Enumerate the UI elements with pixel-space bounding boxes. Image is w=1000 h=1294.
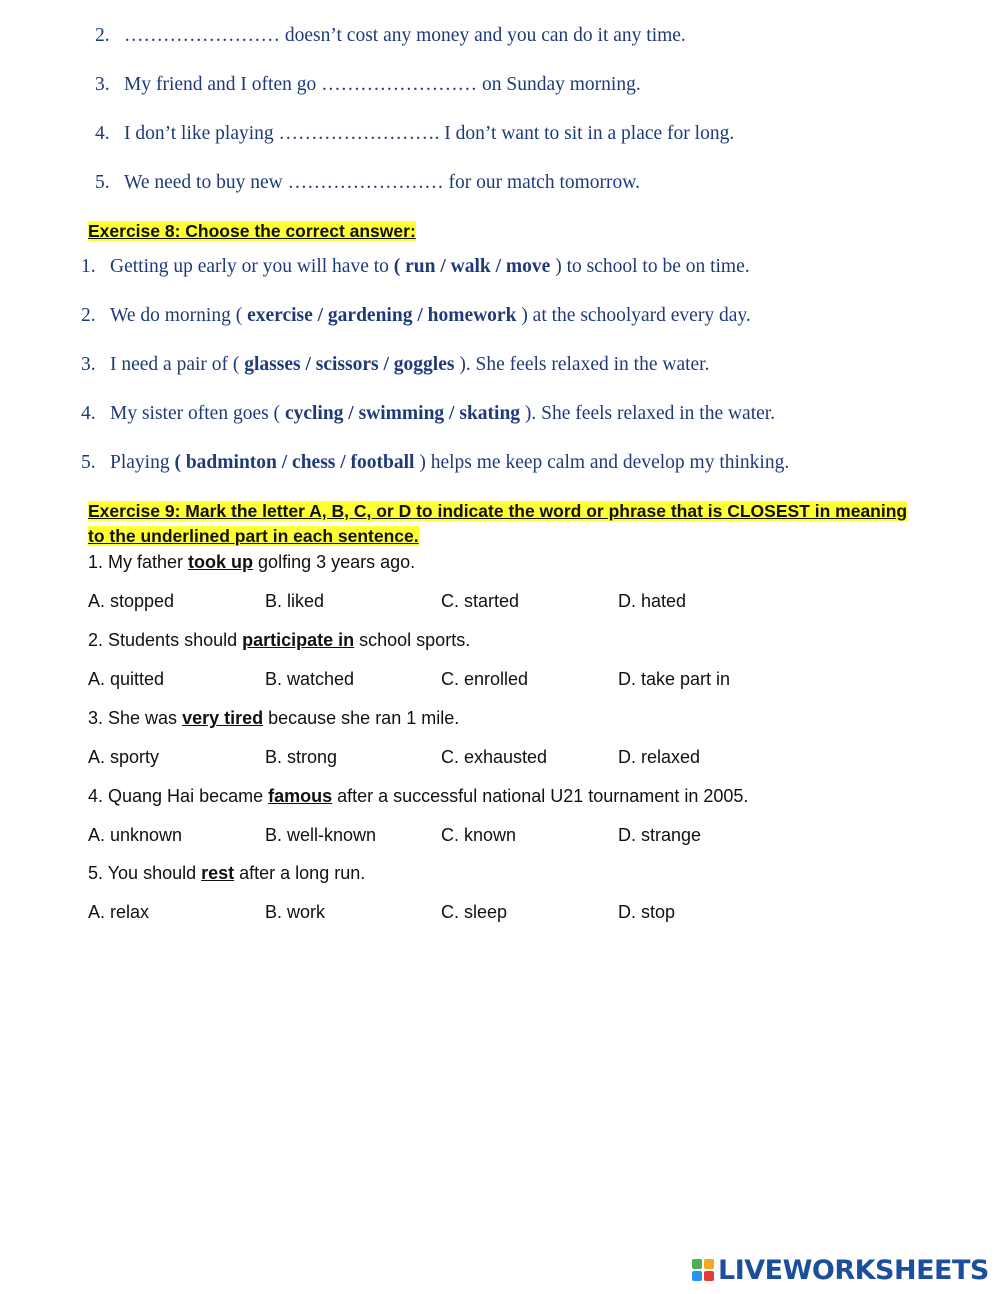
question-text: …………………… doesn’t cost any money and you can do it any time. [124,25,686,46]
underlined-phrase: famous [268,786,333,806]
ex7-question-3 [95,74,641,96]
question-text: We need to buy new …………………… for our match tomorrow. [124,172,640,193]
option-c: C. sleep [441,902,508,922]
option-c: C. exhausted [441,747,548,767]
option-d: D. strange [618,825,702,845]
option-a: A. relax [88,902,150,922]
logo-block [692,1271,702,1281]
logo-block [692,1259,702,1269]
ex9-question-5: 5. You should rest after a long run. [88,863,366,883]
option-b: B. well-known [265,825,377,845]
ex9-title-line-2: to the underlined part in each sentence. [88,526,419,546]
option-c: C. enrolled [441,669,529,689]
question-number: 4. [95,123,110,144]
underlined-phrase: participate in [242,630,355,650]
option-c: C. known [441,825,517,845]
ex8-question-3: 3. I need a pair of ( glasses / scissors / goggles ). She feels relaxed in the water. [81,354,710,375]
logo-block [704,1259,714,1269]
answer-choices: cycling / swimming / skating [284,403,521,424]
option-a: A. quitted [88,669,165,689]
logo-text: LIVEWORKSHEETS [718,1254,989,1286]
option-c: C. started [441,591,520,611]
option-a: A. sporty [88,747,160,767]
question-text: I don’t like playing ……………………. I don’t want to sit in a place for long. [124,123,735,144]
ex9-question-3: 3. She was very tired because she ran 1 mile. [88,708,460,728]
ex9-question-1: 1. My father took up golfing 3 years ago. [88,552,416,572]
option-d: D. hated [618,591,687,611]
option-b: B. liked [265,591,325,611]
option-b: B. work [265,902,326,922]
ex8-question-1: 1. Getting up early or you will have to ( run / walk / move ) to school to be on time. [81,256,750,277]
question-number: 3. [95,74,110,95]
underlined-phrase: took up [188,552,254,572]
ex7-question-2 [95,25,686,47]
logo-block [704,1271,714,1281]
underlined-phrase: very tired [182,708,264,728]
ex9-title-line-1: Exercise 9: Mark the letter A, B, C, or D to indicate the word or phrase that is CLOSEST in meaning [88,501,908,521]
ex9-question-2: 2. Students should participate in school sports. [88,630,471,650]
option-b: B. watched [265,669,355,689]
answer-choices: ( badminton / chess / football [174,452,415,473]
question-number: 2. [95,25,110,46]
option-d: D. take part in [618,669,731,689]
option-b: B. strong [265,747,338,767]
liveworksheets-logo [692,1253,992,1287]
answer-choices: ( run / walk / move [393,256,551,277]
question-number: 5. [95,172,110,193]
option-d: D. relaxed [618,747,701,767]
ex8-question-4: 4. My sister often goes ( cycling / swimming / skating ). She feels relaxed in the water. [81,403,776,424]
answer-choices: glasses / scissors / goggles [244,354,455,375]
ex7-question-4 [95,123,734,145]
ex9-question-4: 4. Quang Hai became famous after a successful national U21 tournament in 2005. [88,786,749,806]
option-a: A. stopped [88,591,175,611]
ex8-question-2: 2. We do morning ( exercise / gardening / homework ) at the schoolyard every day. [81,305,751,326]
logo-blocks-icon [692,1259,714,1281]
option-d: D. stop [618,902,676,922]
option-a: A. unknown [88,825,183,845]
ex8-title: Exercise 8: Choose the correct answer: [88,221,416,241]
question-text: My friend and I often go …………………… on Sunday morning. [124,74,641,95]
underlined-phrase: rest [201,863,235,883]
ex8-question-5: 5. Playing ( badminton / chess / football ) helps me keep calm and develop my thinking. [81,452,790,473]
ex7-question-5 [95,172,640,194]
answer-choices: exercise / gardening / homework [247,305,517,326]
